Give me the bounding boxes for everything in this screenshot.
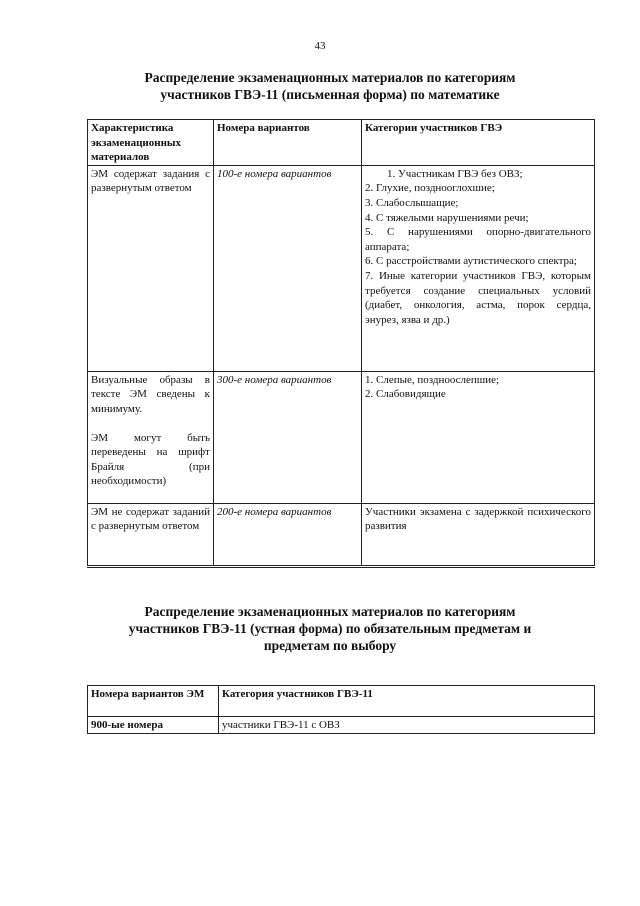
cell-variants: 100-е номера вариантов	[214, 165, 362, 371]
header-variants: Номера вариантов	[214, 120, 362, 166]
category-item: 4. С тяжелыми нарушениями речи;	[365, 211, 529, 224]
category-item: 6. С расстройствами аутистического спектра;	[365, 255, 577, 268]
table-header-row	[88, 686, 595, 717]
section1-title-line: участников ГВЭ-11 (письменная форма) по математике	[160, 87, 500, 102]
characteristic-paragraph: ЭМ могут быть переведены на шрифт Брайля (при необходимости)	[91, 431, 210, 488]
cell-characteristic	[88, 371, 214, 503]
cell-categories	[362, 165, 595, 371]
category-item: 2. Глухие, позднооглохшие;	[365, 182, 495, 195]
cell-categories	[362, 503, 595, 566]
header-categories: Категории участников ГВЭ	[362, 120, 595, 166]
cell-variants: 900-ые номера	[88, 717, 219, 734]
oral-form-table	[87, 685, 595, 734]
category-item: 2. Слабовидящие	[365, 388, 446, 401]
header-characteristic: Характеристика экзаменационных материалов	[88, 120, 214, 166]
section2-title	[80, 603, 580, 654]
cell-variants: 200-е номера вариантов	[214, 503, 362, 566]
section2-title-line: участников ГВЭ-11 (устная форма) по обязательным предметам и	[128, 621, 532, 636]
header-variants: Номера вариантов ЭМ	[88, 686, 219, 717]
cell-characteristic: ЭМ не содержат заданий с развернутым ответом	[88, 503, 214, 566]
category-item: 1. Участникам ГВЭ без ОВЗ;	[387, 167, 523, 180]
category-item: 1. Слепые, поздноослепшие;	[365, 373, 500, 386]
written-form-table	[87, 119, 595, 568]
table-row	[88, 503, 595, 566]
page-number: 43	[314, 40, 326, 52]
category-item: Участники экзамена с задержкой психического развития	[365, 505, 591, 533]
table-row	[88, 165, 595, 371]
section1-title	[80, 69, 580, 103]
category-item: 5. С нарушениями опорно-двигательного аппарата;	[365, 226, 591, 253]
cell-categories	[362, 371, 595, 503]
characteristic-paragraph: Визуальные образы в тексте ЭМ сведены к минимуму.	[91, 373, 210, 415]
section2-title-line: Распределение экзаменационных материалов по категориям	[144, 604, 516, 619]
table-row	[88, 717, 595, 734]
cell-variants: 300-е номера вариантов	[214, 371, 362, 503]
section1-title-line: Распределение экзаменационных материалов по категориям	[144, 70, 516, 85]
header-category: Категория участников ГВЭ-11	[219, 686, 595, 717]
table-row	[88, 371, 595, 503]
category-item: 7. Иные категории участников ГВЭ, которым требуется создание специальных условий (диабет, онкология, астма, порок сердца, энурез, язва и др.)	[365, 269, 591, 326]
cell-characteristic: ЭМ содержат задания с развернутым ответом	[88, 165, 214, 371]
category-item: 3. Слабослышащие;	[365, 196, 459, 209]
table-header-row	[88, 120, 595, 166]
cell-category: участники ГВЭ-11 с ОВЗ	[219, 717, 595, 734]
section2-title-line: предметам по выбору	[263, 638, 397, 653]
